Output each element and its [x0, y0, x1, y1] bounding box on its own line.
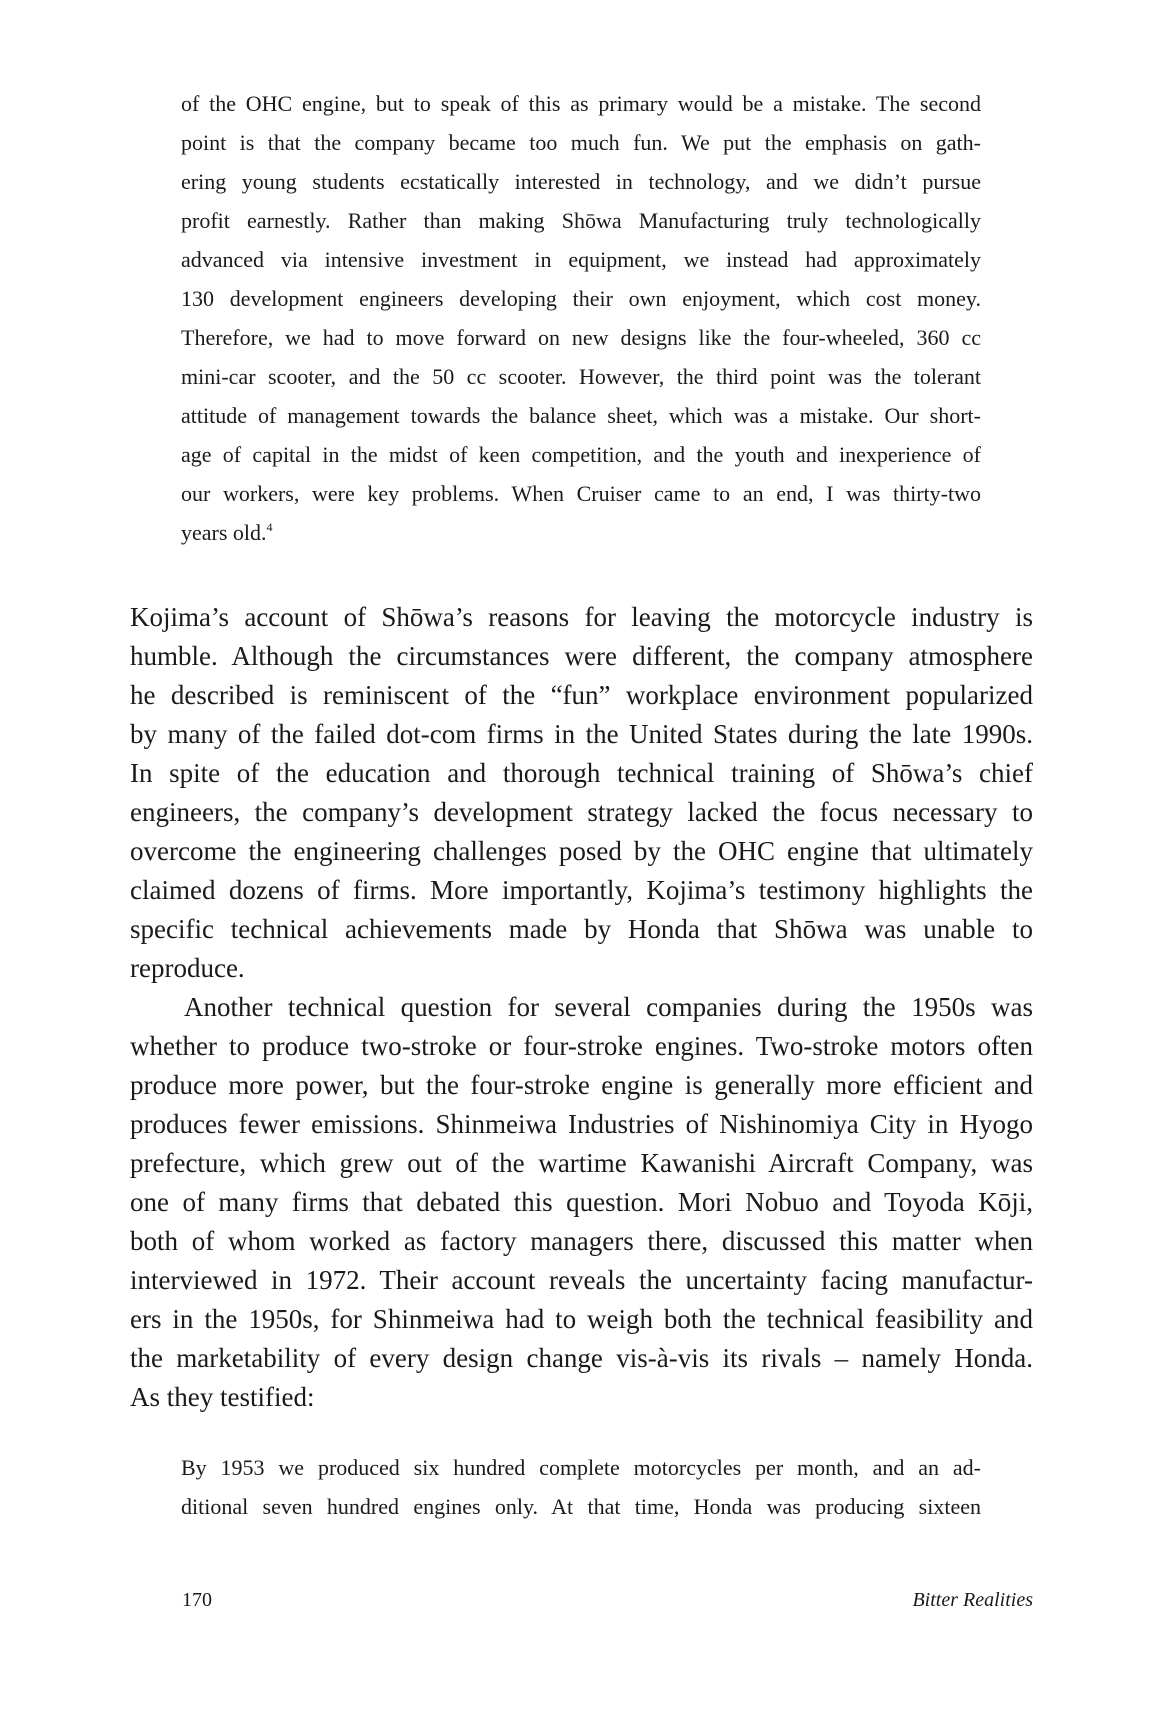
quote-line: By 1953 we produced six hundred complete motorcycles per month, and an ad-: [181, 1455, 981, 1480]
body-line: engineers, the company’s development strategy lacked the focus necessary to: [130, 797, 1033, 827]
body-line: produces fewer emissions. Shinmeiwa Industries of Nishinomiya City in Hyogo: [130, 1109, 1033, 1139]
quote-line: mini-car scooter, and the 50 cc scooter. However, the third point was the tolerant: [181, 364, 981, 389]
body-line-indented: Another technical question for several companies during the 1950s was: [184, 992, 1033, 1022]
body-line: one of many firms that debated this question. Mori Nobuo and Toyoda Kōji,: [130, 1187, 1033, 1217]
body-line: by many of the failed dot-com firms in the United States during the late 1990s.: [130, 719, 1033, 749]
body-line: As they testified:: [130, 1382, 315, 1412]
body-line: humble. Although the circumstances were different, the company atmosphere: [130, 641, 1033, 671]
body-line: whether to produce two-stroke or four-stroke engines. Two-stroke motors often: [130, 1031, 1033, 1061]
page-number: 170: [182, 1589, 212, 1611]
body-line: In spite of the education and thorough technical training of Shōwa’s chief: [130, 758, 1033, 788]
quote-line: attitude of management towards the balance sheet, which was a mistake. Our short-: [181, 403, 981, 428]
body-line: Kojima’s account of Shōwa’s reasons for leaving the motorcycle industry is: [130, 602, 1033, 632]
body-line: both of whom worked as factory managers there, discussed this matter when: [130, 1226, 1033, 1256]
body-line: produce more power, but the four-stroke engine is generally more efficient and: [130, 1070, 1033, 1100]
quote-line: ering young students ecstatically interested in technology, and we didn’t pursue: [181, 169, 981, 194]
quote-line: point is that the company became too much fun. We put the emphasis on gath-: [181, 130, 981, 155]
quote-line-text: years old.: [181, 520, 267, 545]
body-line: reproduce.: [130, 953, 245, 983]
quote-line: age of capital in the midst of keen competition, and the youth and inexperience of: [181, 442, 981, 467]
quote-line: ditional seven hundred engines only. At that time, Honda was producing sixteen: [181, 1494, 981, 1519]
running-head: Bitter Realities: [912, 1589, 1033, 1611]
body-line: ers in the 1950s, for Shinmeiwa had to weigh both the technical feasibility and: [130, 1304, 1033, 1334]
quote-line: Therefore, we had to move forward on new designs like the four-wheeled, 360 cc: [181, 325, 981, 350]
quote-line-last: [181, 522, 981, 544]
body-line: he described is reminiscent of the “fun” workplace environment popularized: [130, 680, 1033, 710]
quote-line: 130 development engineers developing their own enjoyment, which cost money.: [181, 286, 981, 311]
footnote-reference[interactable]: 4: [266, 520, 273, 534]
quote-line: our workers, were key problems. When Cruiser came to an end, I was thirty-two: [181, 481, 981, 506]
body-line: claimed dozens of firms. More importantly, Kojima’s testimony highlights the: [130, 875, 1033, 905]
body-line: interviewed in 1972. Their account reveals the uncertainty facing manufactur-: [130, 1265, 1033, 1295]
body-line: specific technical achievements made by Honda that Shōwa was unable to: [130, 914, 1033, 944]
body-line: overcome the engineering challenges posed by the OHC engine that ultimately: [130, 836, 1033, 866]
body-line: the marketability of every design change vis-à-vis its rivals – namely Honda.: [130, 1343, 1033, 1373]
quote-line: profit earnestly. Rather than making Shōwa Manufacturing truly technologically: [181, 208, 981, 233]
body-line: prefecture, which grew out of the wartime Kawanishi Aircraft Company, was: [130, 1148, 1033, 1178]
quote-line: of the OHC engine, but to speak of this as primary would be a mistake. The second: [181, 91, 981, 116]
quote-line: advanced via intensive investment in equipment, we instead had approximately: [181, 247, 981, 272]
